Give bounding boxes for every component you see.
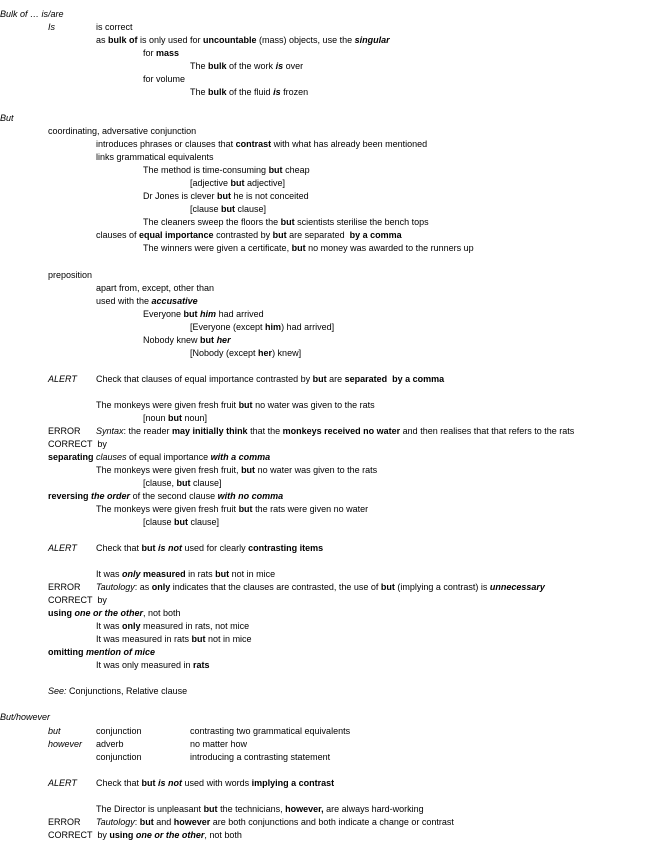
text-line xyxy=(190,739,247,750)
text-segment: monkeys received no water xyxy=(282,426,401,436)
text-line xyxy=(48,817,81,828)
text-line xyxy=(0,712,50,723)
text-segment: of the work xyxy=(226,61,276,71)
text-segment: The cleaners sweep the floors the xyxy=(143,217,281,227)
text-segment: is correct xyxy=(96,22,133,32)
text-segment: as xyxy=(96,35,109,45)
text-segment: for xyxy=(143,48,157,58)
text-segment: contrast xyxy=(235,139,272,149)
text-segment: is xyxy=(275,61,284,71)
text-segment: equal importance xyxy=(139,230,214,240)
text-segment: but xyxy=(215,569,230,579)
text-line xyxy=(96,817,454,828)
text-segment: omitting xyxy=(48,647,84,657)
text-segment: the order xyxy=(91,491,131,501)
text-segment: mention of mice xyxy=(86,647,156,657)
text-segment: but xyxy=(380,582,395,592)
text-segment: Tautology xyxy=(96,817,135,827)
text-line xyxy=(190,348,301,359)
text-segment: But/however xyxy=(0,712,51,722)
text-segment: but xyxy=(168,413,183,423)
text-segment: : as xyxy=(134,582,152,592)
text-segment: Nobody knew xyxy=(143,335,201,345)
text-line xyxy=(190,322,334,333)
text-line xyxy=(143,517,219,528)
text-segment: The monkeys were given fresh fruit xyxy=(96,504,239,514)
text-segment: coordinating, adversative conjunction xyxy=(48,126,197,136)
text-segment: but xyxy=(141,778,156,788)
text-segment: contrasting items xyxy=(248,543,324,553)
text-segment: mass xyxy=(156,48,180,58)
text-segment: the technicians, xyxy=(217,804,286,814)
text-segment: apart from, except, other than xyxy=(96,283,215,293)
text-line xyxy=(143,335,231,346)
text-segment: but xyxy=(238,504,253,514)
text-segment: [clause, xyxy=(143,478,177,488)
text-line xyxy=(48,778,77,789)
text-segment: Conjunctions, Relative clause xyxy=(66,686,188,696)
text-segment: Tautology xyxy=(96,582,135,592)
text-segment: but xyxy=(291,243,306,253)
text-line xyxy=(96,283,214,294)
text-segment: introduces phrases or clauses that xyxy=(96,139,236,149)
text-segment: noun] xyxy=(182,413,208,423)
text-segment: using xyxy=(109,830,134,840)
text-segment: [clause xyxy=(190,204,222,214)
text-segment: It was xyxy=(96,569,123,579)
text-segment: reversing xyxy=(48,491,89,501)
text-segment: ALERT xyxy=(48,543,77,553)
text-segment: no water was given to the rats xyxy=(255,465,378,475)
text-segment: [Nobody (except xyxy=(190,348,259,358)
text-segment: in rats xyxy=(185,569,216,579)
text-segment: preposition xyxy=(48,270,93,280)
text-segment: but xyxy=(238,400,253,410)
text-segment: ) knew] xyxy=(272,348,302,358)
text-segment: used for clearly xyxy=(182,543,249,553)
text-segment: but xyxy=(312,374,327,384)
text-line xyxy=(48,22,55,33)
text-segment: [noun xyxy=(143,413,169,423)
text-segment: adverb xyxy=(96,739,124,749)
text-segment: : xyxy=(134,817,140,827)
text-segment: for volume xyxy=(143,74,186,84)
text-line xyxy=(96,752,142,763)
text-segment: It was measured in rats xyxy=(96,634,192,644)
text-segment: with a comma xyxy=(210,452,271,462)
text-line xyxy=(143,309,264,320)
text-segment: The Director is unpleasant xyxy=(96,804,204,814)
text-line xyxy=(48,595,107,606)
text-segment: however xyxy=(48,739,83,749)
text-segment: , not both xyxy=(143,608,181,618)
text-segment: used with the xyxy=(96,296,152,306)
text-segment: him xyxy=(265,322,282,332)
text-line xyxy=(48,439,107,450)
text-segment: may initially think xyxy=(172,426,248,436)
text-segment: Everyone xyxy=(143,309,184,319)
text-segment: [Everyone (except xyxy=(190,322,266,332)
text-segment: but xyxy=(176,478,191,488)
text-segment: , not both xyxy=(204,830,242,840)
text-segment: no matter how xyxy=(190,739,248,749)
text-segment: bulk xyxy=(208,61,227,71)
text-line xyxy=(48,491,283,502)
text-segment: The monkeys were given fresh fruit, xyxy=(96,465,242,475)
text-line xyxy=(96,426,574,437)
text-segment: had arrived xyxy=(216,309,264,319)
text-segment: measured xyxy=(143,569,186,579)
text-line xyxy=(96,726,142,737)
text-line xyxy=(190,87,308,98)
text-segment: but xyxy=(241,465,256,475)
text-segment: and then realises that that refers to the rats xyxy=(400,426,575,436)
text-segment: but xyxy=(203,804,218,814)
text-segment: introducing a contrasting statement xyxy=(190,752,331,762)
text-segment: but xyxy=(230,178,245,188)
text-segment: and xyxy=(153,817,174,827)
text-line xyxy=(96,230,402,241)
text-segment: but xyxy=(174,517,189,527)
text-segment: clause] xyxy=(235,204,267,214)
text-segment: conjunction xyxy=(96,752,142,762)
text-line xyxy=(143,48,179,59)
text-line xyxy=(143,413,207,424)
text-segment: one or the other xyxy=(135,830,205,840)
text-segment: bulk of xyxy=(108,35,138,45)
text-segment: clause] xyxy=(188,517,220,527)
text-segment: Check that xyxy=(96,778,142,788)
text-segment: The xyxy=(190,61,209,71)
text-segment: but xyxy=(268,165,283,175)
text-line xyxy=(96,543,323,554)
text-segment: with no comma xyxy=(217,491,284,501)
text-line xyxy=(96,634,252,645)
text-segment: are separated xyxy=(286,230,350,240)
text-line xyxy=(96,374,444,385)
text-segment: used with words xyxy=(182,778,252,788)
text-line xyxy=(96,400,375,411)
text-line xyxy=(96,152,214,163)
text-segment: not in mice xyxy=(229,569,276,579)
text-line xyxy=(48,452,270,463)
text-line xyxy=(48,739,82,750)
text-segment: contrasted by xyxy=(213,230,273,240)
text-line xyxy=(190,726,350,737)
text-segment: Check that clauses of equal importance contrasted by xyxy=(96,374,313,384)
text-line xyxy=(48,126,196,137)
text-segment: rats xyxy=(193,660,210,670)
text-segment: is not xyxy=(158,778,183,788)
text-segment: over xyxy=(283,61,304,71)
text-segment: but xyxy=(139,817,154,827)
text-segment: links grammatical equivalents xyxy=(96,152,214,162)
text-segment: the rats were given no water xyxy=(252,504,369,514)
text-segment: not in mice xyxy=(205,634,252,644)
text-segment: Syntax xyxy=(96,426,124,436)
text-segment: is not xyxy=(158,543,183,553)
text-line xyxy=(96,139,427,150)
text-segment: only xyxy=(151,582,171,592)
text-line xyxy=(48,270,92,281)
text-segment: her xyxy=(258,348,273,358)
text-line xyxy=(48,647,155,658)
text-segment: one or the other xyxy=(74,608,144,618)
text-line xyxy=(96,804,424,815)
text-segment: but xyxy=(217,191,232,201)
text-segment: Bulk of … is/are xyxy=(0,9,64,19)
text-segment: (mass) objects, use the xyxy=(256,35,355,45)
text-segment: [clause xyxy=(143,517,175,527)
text-segment: however, xyxy=(285,804,324,814)
text-segment: ERROR xyxy=(48,817,81,827)
text-segment: It was xyxy=(96,621,123,631)
text-segment: but xyxy=(183,309,198,319)
text-segment: clauses xyxy=(96,452,127,462)
text-segment: using xyxy=(48,608,72,618)
text-segment: ALERT xyxy=(48,374,77,384)
text-line xyxy=(143,243,474,254)
text-line xyxy=(48,830,242,841)
text-line xyxy=(96,296,198,307)
text-line xyxy=(48,426,81,437)
text-line xyxy=(143,165,310,176)
text-segment: Is xyxy=(48,22,56,32)
text-line xyxy=(96,504,368,515)
text-segment: ) had arrived] xyxy=(281,322,335,332)
text-segment: [adjective xyxy=(190,178,231,188)
text-segment: The xyxy=(190,87,209,97)
text-line xyxy=(48,608,181,619)
text-segment: but xyxy=(221,204,236,214)
text-line xyxy=(96,569,275,580)
text-line xyxy=(48,582,81,593)
text-segment: clause] xyxy=(190,478,222,488)
text-line xyxy=(143,191,309,202)
text-line xyxy=(96,35,390,46)
text-segment: separated by a comma xyxy=(344,374,445,384)
text-line xyxy=(96,465,377,476)
text-line xyxy=(96,778,334,789)
text-line xyxy=(190,752,330,763)
text-segment: clauses of xyxy=(96,230,140,240)
text-segment: frozen xyxy=(280,87,309,97)
text-segment: Dr Jones is clever xyxy=(143,191,218,201)
text-segment: bulk xyxy=(208,87,227,97)
text-segment: of equal importance xyxy=(126,452,211,462)
text-segment: ERROR xyxy=(48,582,81,592)
text-segment: however xyxy=(173,817,211,827)
text-segment: him xyxy=(200,309,217,319)
text-segment: scientists sterilise the bench tops xyxy=(294,217,429,227)
text-segment: accusative xyxy=(151,296,198,306)
text-segment: no water was given to the rats xyxy=(252,400,375,410)
text-segment: unnecessary xyxy=(489,582,545,592)
text-segment: are always hard-working xyxy=(323,804,424,814)
text-segment: See: xyxy=(48,686,67,696)
text-segment: implying a contrast xyxy=(251,778,335,788)
text-segment: of the fluid xyxy=(226,87,274,97)
text-segment: that the xyxy=(247,426,283,436)
text-segment: : the reader xyxy=(123,426,173,436)
text-segment: is only used for xyxy=(137,35,204,45)
text-segment: ERROR xyxy=(48,426,81,436)
text-line xyxy=(143,74,185,85)
text-segment: contrasting two grammatical equivalents xyxy=(190,726,351,736)
text-line xyxy=(48,686,187,697)
text-segment: But xyxy=(0,113,14,123)
text-segment: are xyxy=(326,374,345,384)
text-line xyxy=(96,660,210,671)
text-segment: singular xyxy=(354,35,390,45)
text-segment: her xyxy=(216,335,231,345)
text-line xyxy=(0,113,14,124)
text-segment: is xyxy=(273,87,281,97)
text-segment: cheap xyxy=(282,165,310,175)
text-segment: but xyxy=(48,726,61,736)
text-segment: of the second clause xyxy=(130,491,218,501)
text-segment: by a comma xyxy=(349,230,402,240)
text-line xyxy=(0,9,64,20)
text-segment: indicates that the clauses are contrasted, the use of xyxy=(170,582,381,592)
text-segment: Check that xyxy=(96,543,142,553)
text-segment: uncountable xyxy=(203,35,257,45)
text-segment: It was only measured in xyxy=(96,660,194,670)
text-segment: only xyxy=(122,569,141,579)
text-line xyxy=(190,204,266,215)
text-segment: he is not conceited xyxy=(231,191,309,201)
text-segment: separating xyxy=(48,452,94,462)
text-segment: ALERT xyxy=(48,778,77,788)
text-segment: but xyxy=(200,335,215,345)
text-segment: but xyxy=(141,543,156,553)
text-segment: The monkeys were given fresh fruit xyxy=(96,400,239,410)
text-segment: (implying a contrast) is xyxy=(394,582,490,592)
text-segment: The method is time-consuming xyxy=(143,165,269,175)
text-line xyxy=(143,478,222,489)
text-segment: only xyxy=(122,621,141,631)
text-line xyxy=(96,582,545,593)
text-segment: measured in rats, not mice xyxy=(140,621,250,631)
text-segment: but xyxy=(191,634,206,644)
text-segment: with what has already been mentioned xyxy=(271,139,428,149)
text-segment: CORRECT by xyxy=(48,595,107,605)
text-line xyxy=(48,726,61,737)
text-line xyxy=(96,739,124,750)
text-segment: but xyxy=(272,230,287,240)
text-segment: CORRECT by xyxy=(48,439,107,449)
text-segment: CORRECT by xyxy=(48,830,110,840)
text-line xyxy=(190,178,285,189)
text-line xyxy=(96,22,133,33)
text-segment: The winners were given a certificate, xyxy=(143,243,292,253)
text-line xyxy=(143,217,429,228)
text-segment: conjunction xyxy=(96,726,142,736)
text-line xyxy=(96,621,249,632)
text-line xyxy=(48,543,77,554)
text-line xyxy=(190,61,303,72)
text-segment: but xyxy=(280,217,295,227)
text-segment: no money was awarded to the runners up xyxy=(305,243,474,253)
text-segment: are both conjunctions and both indicate a change or contrast xyxy=(210,817,454,827)
text-line xyxy=(48,374,77,385)
text-segment: adjective] xyxy=(244,178,286,188)
